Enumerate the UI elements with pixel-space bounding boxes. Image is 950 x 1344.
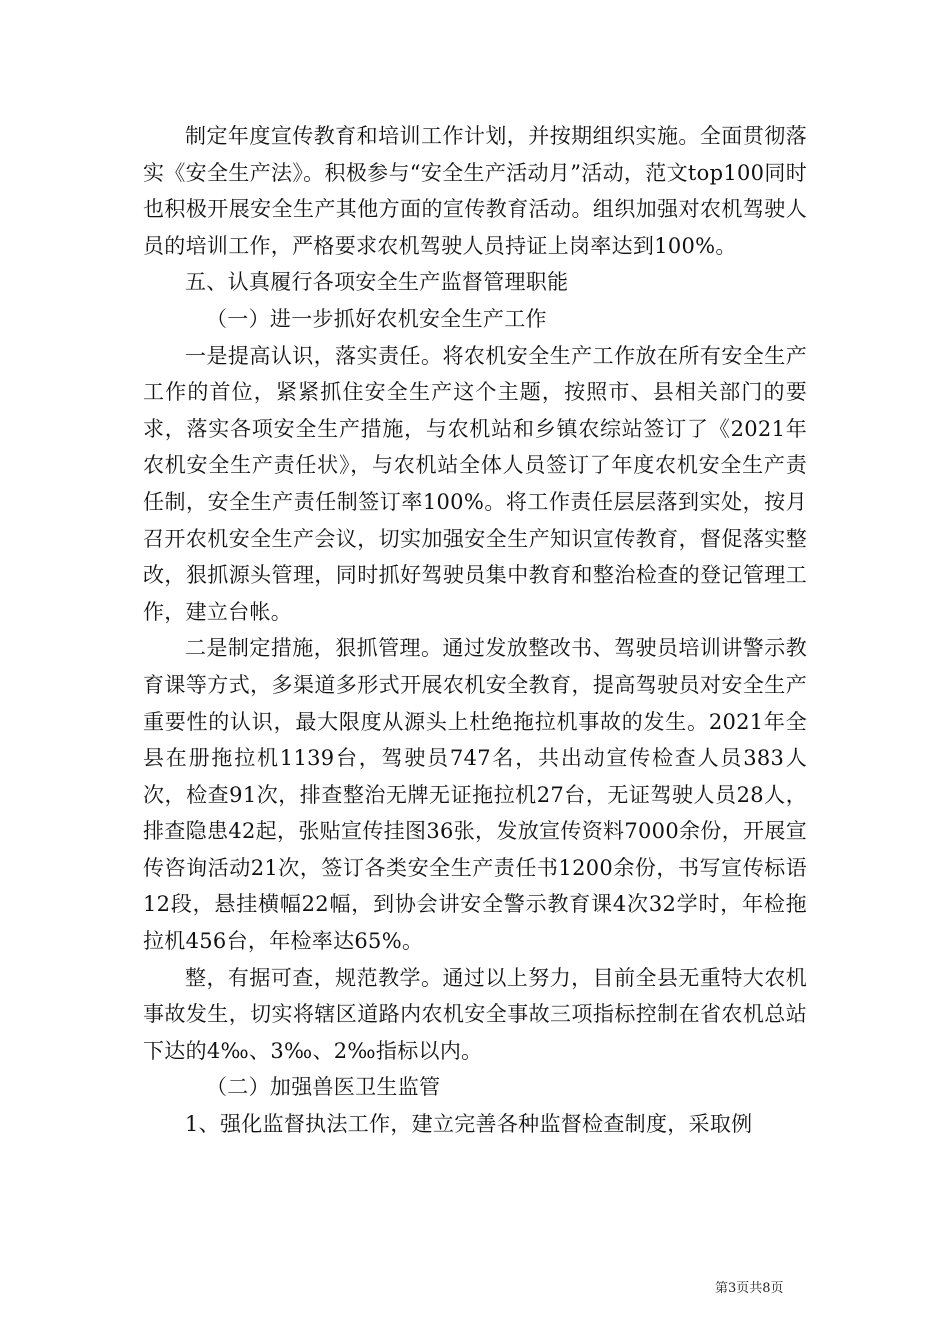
paragraph-measures-management: 二是制定措施，狠抓管理。通过发放整改书、驾驶员培训讲警示教育课等方式，多渠道多形式开展农机安全教育，提高驾驶员对安全生产重要性的认识，最大限度从源头上杜绝拖拉机事故的发生。2021年全县在册拖拉机1139台，驾驶员747名，共出动宣传检查人员383人次，检查91次，排查整治无牌无证拖拉机27台，无证驾驶人员28人，排查隐患42起，张贴宣传挂图36张，发放宣传资料7000余份，开展宣传咨询活动21次，签订各类安全生产责任书1200余份，书写宣传标语12段，悬挂横幅22幅，到协会讲安全警示教育课4次32学时，年检拖拉机456台，年检率达65%。 bbox=[143, 636, 807, 954]
subsection-heading-one: （一）进一步抓好农机安全生产工作 bbox=[206, 306, 547, 331]
document-body bbox=[143, 118, 807, 1143]
section-heading-five: 五、认真履行各项安全生产监督管理职能 bbox=[185, 270, 569, 295]
paragraph-training-plan: 制定年度宣传教育和培训工作计划，并按期组织实施。全面贯彻落实《安全生产法》。积极参与“安全生产活动月”活动，范文top100同时也积极开展安全生产其他方面的宣传教育活动。组织加强对农机驾驶人员的培训工作，严格要求农机驾驶人员持证上岗率达到100%。 bbox=[143, 124, 807, 258]
paragraph-awareness-responsibility: 一是提高认识，落实责任。将农机安全生产工作放在所有安全生产工作的首位，紧紧抓住安全生产这个主题，按照市、县相关部门的要求，落实各项安全生产措施，与农机站和乡镇农综站签订了《2021年农机安全生产责任状》，与农机站全体人员签订了年度农机安全生产责任制，安全生产责任制签订率100%。将工作责任层层落到实处，按月召开农机安全生产会议，切实加强安全生产知识宣传教育，督促落实整改，狠抓源头管理，同时抓好驾驶员集中教育和整治检查的登记管理工作，建立台帐。 bbox=[143, 343, 807, 624]
paragraph-results: 整，有据可查，规范教学。通过以上努力，目前全县无重特大农机事故发生，切实将辖区道路内农机安全事故三项指标控制在省农机总站下达的4‰、3‰、2‰指标以内。 bbox=[143, 965, 807, 1063]
subsection-heading-two: （二）加强兽医卫生监管 bbox=[206, 1075, 441, 1100]
page-number-footer: 第3页共8页 bbox=[715, 1281, 784, 1296]
paragraph-supervision: 1、强化监督执法工作，建立完善各种监督检查制度，采取例 bbox=[185, 1112, 753, 1137]
